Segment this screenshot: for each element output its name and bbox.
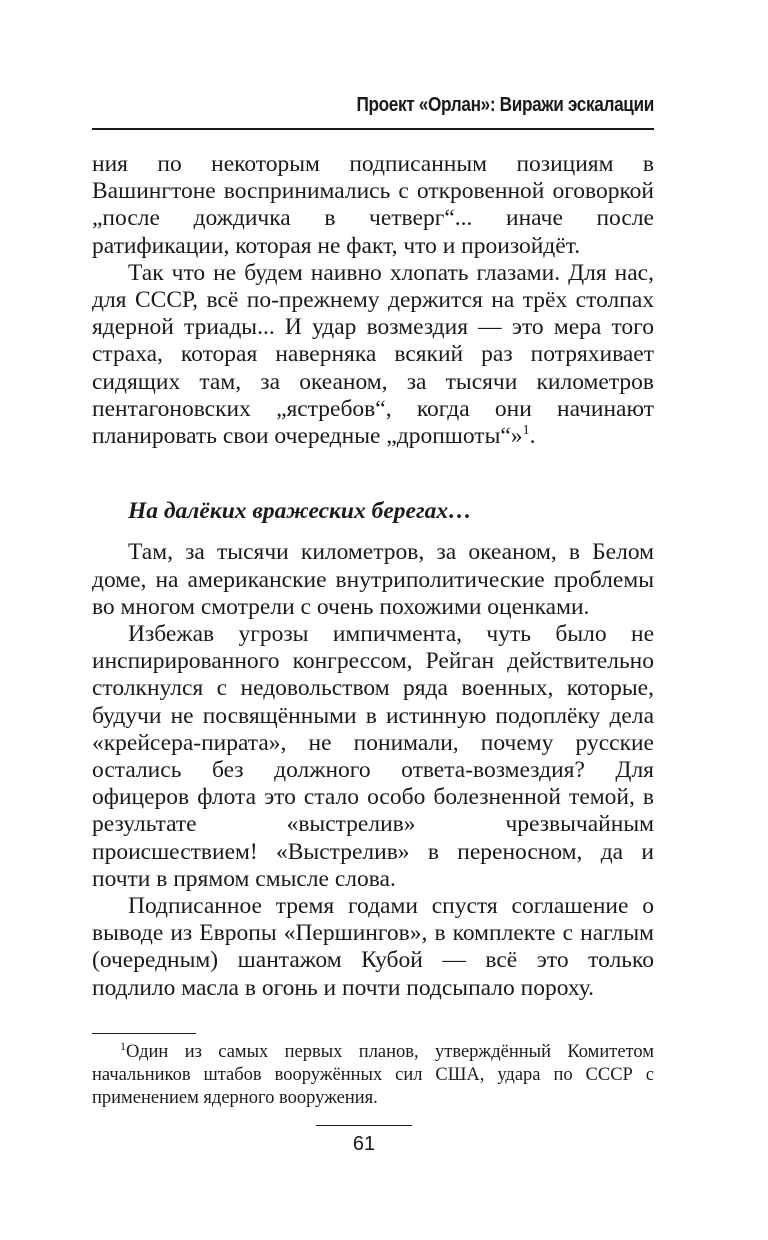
footnote-text: Один из самых первых планов, утверждённый Комитетом начальников штабов вооружённых сил США, удара по СССР с применением ядерного вооружения. [92,1042,654,1108]
footnote [92,1038,654,1110]
footnote-number: 1 [120,1038,126,1053]
folio-rule [316,1125,412,1126]
section-heading: На далёких вражеских берегах… [128,498,472,525]
paragraph-text: Так что не будем наивно хлопать глазами. Для нас, для СССР, всё по-прежнему держится на трёх столпах ядерной триады... И удар возмездия — это мера того страха, которая наверняка всякий раз потряхивает сидящих там, за океаном, за тысячи километров пентагоновских „ястребов“, когда они начинают планировать свои очередные „дропшоты“» [92,259,654,450]
footnote-rule [92,1033,196,1034]
paragraph: ния по некоторым подписанным позициям в Вашингтоне воспринимались с откровенной оговоркой „после дождичка в четверг“... иначе после ратификации, которая не факт, что и произойдёт. [92,151,654,259]
paragraph: Подписанное тремя годами спустя соглашение о выводе из Европы «Першингов», в комплекте с наглым (очередным) шантажом Кубой — всё это только подлило масла в огонь и почти подсыпало пороху. [92,893,654,1001]
paragraph: Там, за тысячи километров, за океаном, в Белом доме, на американские внутриполитические проблемы во многом смотрели с очень похожими оценками. [92,539,654,620]
paragraph: Избежав угрозы импичмента, чуть было не инспирированного конгрессом, Рейган действительно столкнулся с недовольством ряда военных, которые, будучи не посвящёнными в истинную подоплёку дела «крейсера-пирата», не понимали, почему русские остались без должного ответа-возмездия? Для офицеров флота это стало особо болезненной темой, в результате «выстрелив» чрезвычайным происшествием! «Выстрелив» в переносном, да и почти в прямом смысле слова. [92,621,654,892]
page-number: 61 [352,1133,376,1155]
paragraph-end: . [529,423,536,450]
footnote-marker: 1 [522,423,530,439]
body-text [92,151,654,1002]
running-head: Проект «Орлан»: Виражи эскалации [356,94,654,116]
header-rule [92,128,654,130]
paragraph [92,260,654,450]
